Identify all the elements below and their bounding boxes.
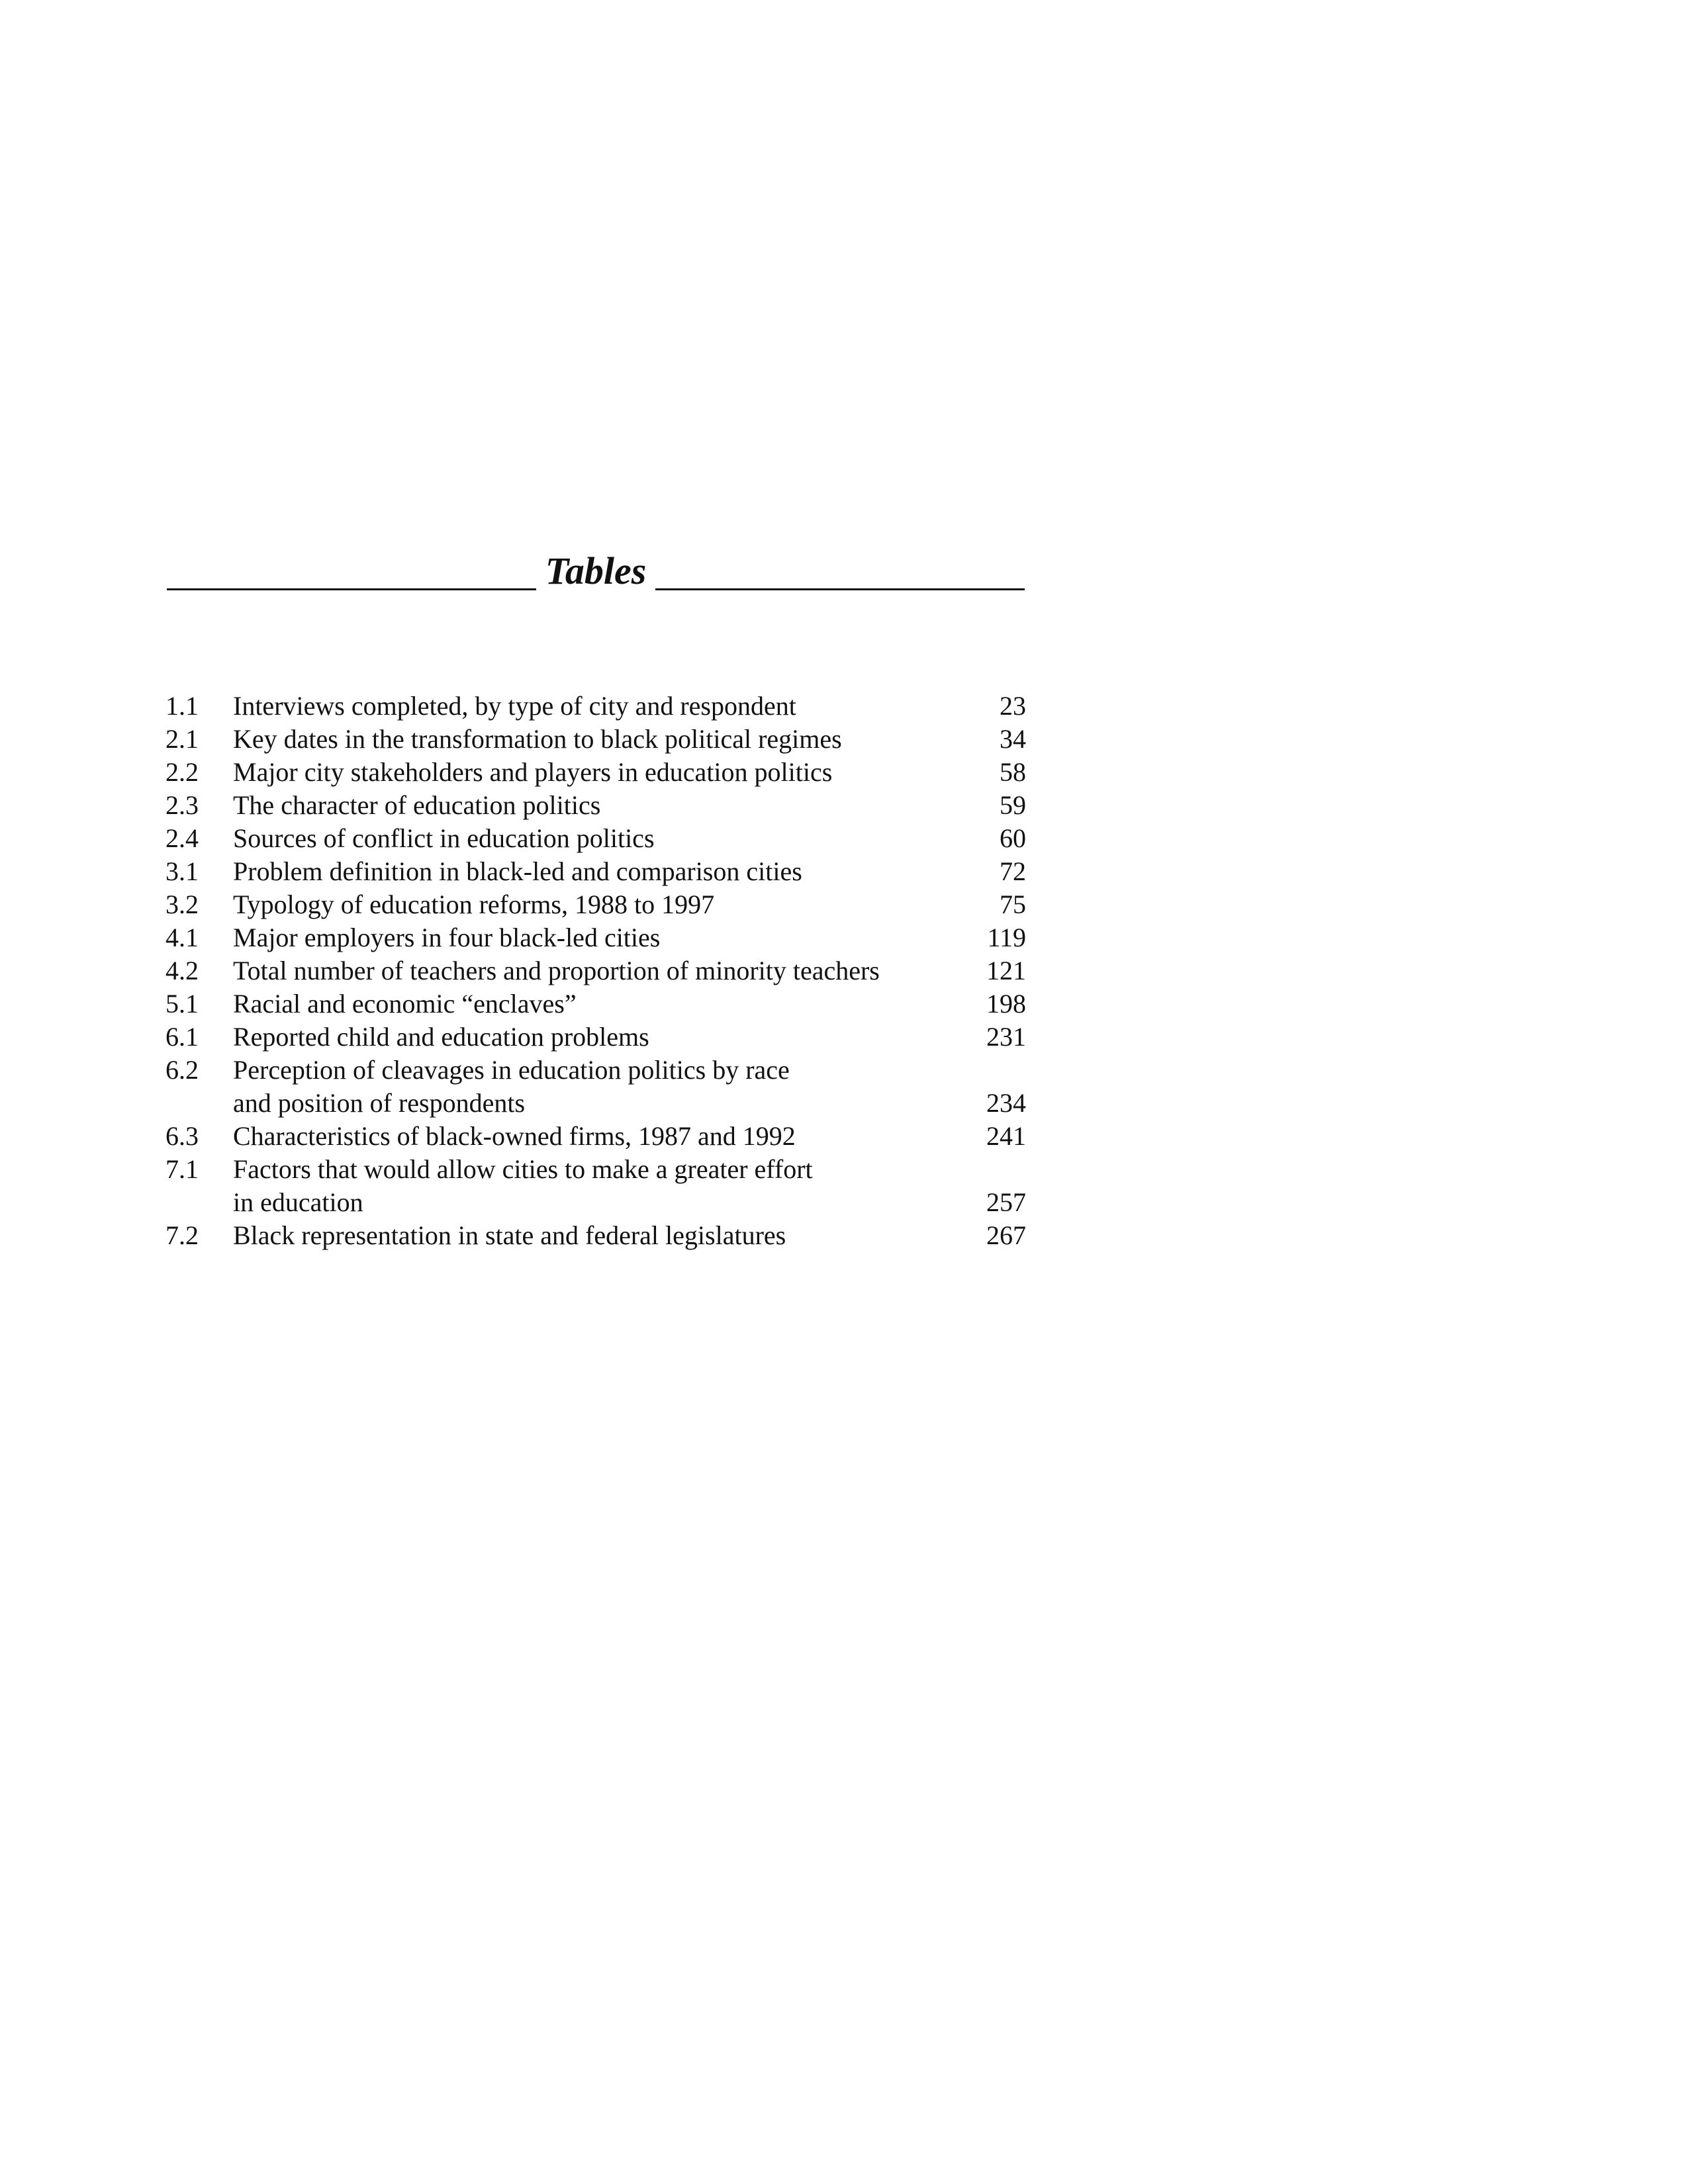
list-item bbox=[165, 888, 1026, 921]
list-item bbox=[165, 723, 1026, 756]
list-item bbox=[165, 1054, 1026, 1120]
table-number: 2.4 bbox=[165, 823, 199, 853]
page-number: 234 bbox=[986, 1088, 1026, 1118]
table-title: Major city stakeholders and players in education politics bbox=[233, 757, 833, 787]
page-number: 198 bbox=[986, 989, 1026, 1019]
table-title: Sources of conflict in education politics bbox=[233, 823, 655, 853]
list-item bbox=[165, 789, 1026, 822]
list-item bbox=[165, 690, 1026, 723]
table-title: Typology of education reforms, 1988 to 1997 bbox=[233, 889, 715, 919]
table-number: 5.1 bbox=[165, 989, 199, 1019]
table-title: Factors that would allow cities to make a greater effort in education bbox=[233, 1154, 813, 1217]
table-title: Reported child and education problems bbox=[233, 1022, 649, 1052]
table-title: Characteristics of black-owned firms, 1987 and 1992 bbox=[233, 1121, 796, 1151]
table-number: 4.1 bbox=[165, 923, 199, 952]
table-title: Total number of teachers and proportion of minority teachers bbox=[233, 956, 880, 985]
heading-rule-left bbox=[167, 588, 536, 590]
tables-list bbox=[165, 690, 1026, 1252]
table-number: 3.2 bbox=[165, 889, 199, 919]
table-title: Key dates in the transformation to black political regimes bbox=[233, 724, 842, 754]
table-title: Racial and economic “enclaves” bbox=[233, 989, 577, 1019]
heading-rule-right bbox=[655, 588, 1025, 590]
page-title: Tables bbox=[545, 549, 647, 592]
table-title: Perception of cleavages in education politics by race and position of respondents bbox=[233, 1055, 790, 1118]
table-number: 2.2 bbox=[165, 757, 199, 787]
page-number: 58 bbox=[1000, 757, 1026, 787]
table-number: 2.3 bbox=[165, 790, 199, 820]
table-title: Black representation in state and federal legislatures bbox=[233, 1220, 786, 1250]
page-number: 231 bbox=[986, 1022, 1026, 1052]
list-item bbox=[165, 921, 1026, 954]
page-number: 75 bbox=[1000, 889, 1026, 919]
page-number: 267 bbox=[986, 1220, 1026, 1250]
table-number: 2.1 bbox=[165, 724, 199, 754]
table-title: Interviews completed, by type of city and respondent bbox=[233, 691, 796, 721]
list-item bbox=[165, 1153, 1026, 1219]
table-number: 7.2 bbox=[165, 1220, 199, 1250]
list-item bbox=[165, 987, 1026, 1021]
table-number: 6.3 bbox=[165, 1121, 199, 1151]
table-title: The character of education politics bbox=[233, 790, 601, 820]
page-number: 34 bbox=[1000, 724, 1026, 754]
table-number: 3.1 bbox=[165, 856, 199, 886]
list-item bbox=[165, 822, 1026, 855]
table-title: Major employers in four black-led cities bbox=[233, 923, 661, 952]
list-item bbox=[165, 1021, 1026, 1054]
table-title: Problem definition in black-led and comparison cities bbox=[233, 856, 802, 886]
table-number: 4.2 bbox=[165, 956, 199, 985]
table-number: 6.1 bbox=[165, 1022, 199, 1052]
table-number: 7.1 bbox=[165, 1154, 199, 1184]
page-number: 23 bbox=[1000, 691, 1026, 721]
list-item bbox=[165, 756, 1026, 789]
page-number: 59 bbox=[1000, 790, 1026, 820]
page-number: 119 bbox=[987, 923, 1026, 952]
page-number: 241 bbox=[986, 1121, 1026, 1151]
page-number: 257 bbox=[986, 1187, 1026, 1217]
table-number: 6.2 bbox=[165, 1055, 199, 1085]
page-number: 121 bbox=[986, 956, 1026, 985]
page-number: 72 bbox=[1000, 856, 1026, 886]
page-number: 60 bbox=[1000, 823, 1026, 853]
table-number: 1.1 bbox=[165, 691, 199, 721]
section-heading bbox=[167, 537, 1025, 597]
list-item bbox=[165, 855, 1026, 888]
list-item bbox=[165, 1219, 1026, 1252]
list-item bbox=[165, 1120, 1026, 1153]
list-item bbox=[165, 954, 1026, 987]
